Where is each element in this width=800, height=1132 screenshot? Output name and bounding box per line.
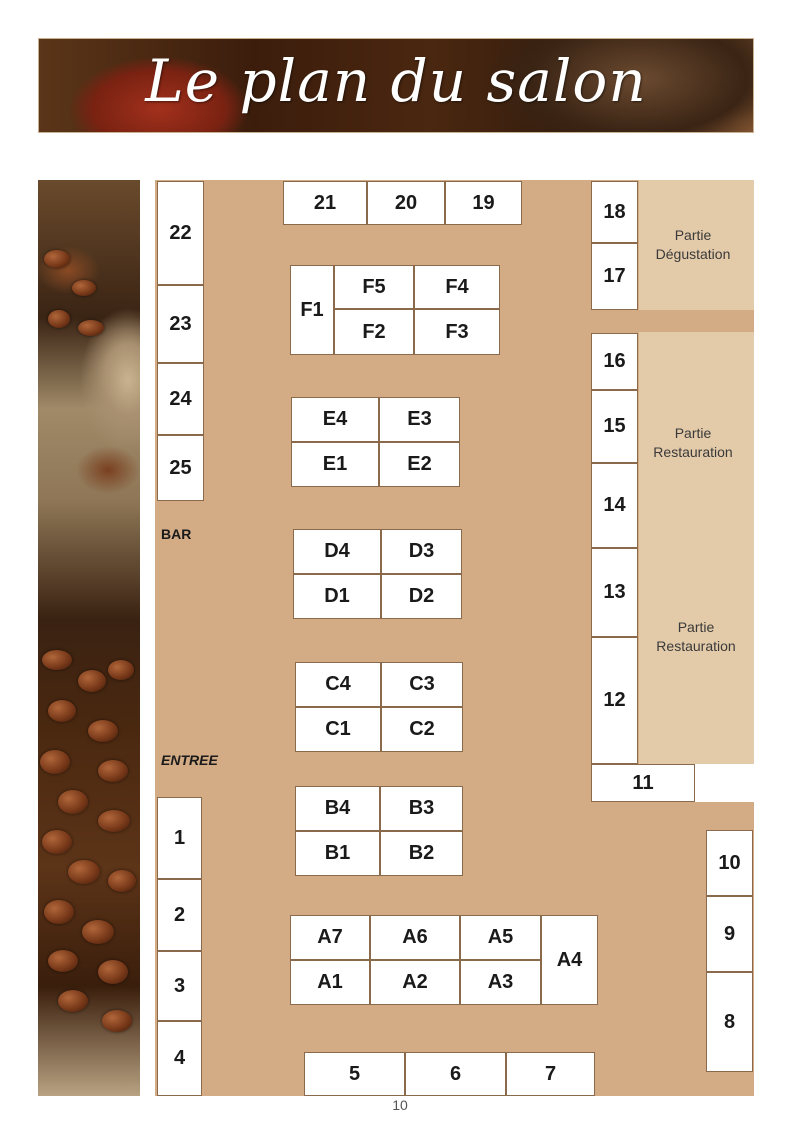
bar-label: BAR [161,526,192,542]
booth-C1[interactable]: C1 [295,707,381,752]
booth-22[interactable]: 22 [157,181,204,285]
booth-17[interactable]: 17 [591,243,638,310]
booth-D4[interactable]: D4 [293,529,381,574]
booth-B1[interactable]: B1 [295,831,380,876]
booth-19[interactable]: 19 [445,181,522,225]
booth-F3[interactable]: F3 [414,309,500,355]
booth-D3[interactable]: D3 [381,529,462,574]
booth-12[interactable]: 12 [591,637,638,764]
booth-B3[interactable]: B3 [380,786,463,831]
booth-C2[interactable]: C2 [381,707,463,752]
booth-F4[interactable]: F4 [414,265,500,309]
booth-F5[interactable]: F5 [334,265,414,309]
booth-A2[interactable]: A2 [370,960,460,1005]
booth-23[interactable]: 23 [157,285,204,363]
booth-3[interactable]: 3 [157,951,202,1021]
booth-4[interactable]: 4 [157,1021,202,1096]
booth-E1[interactable]: E1 [291,442,379,487]
booth-9[interactable]: 9 [706,896,753,972]
booth-A4[interactable]: A4 [541,915,598,1005]
booth-18[interactable]: 18 [591,181,638,243]
booth-2[interactable]: 2 [157,879,202,951]
booth-E2[interactable]: E2 [379,442,460,487]
page-number: 10 [392,1097,408,1113]
booth-A5[interactable]: A5 [460,915,541,960]
booth-8[interactable]: 8 [706,972,753,1072]
booth-10[interactable]: 10 [706,830,753,896]
booth-11[interactable]: 11 [591,764,695,802]
restauration-area [639,332,754,764]
booth-13[interactable]: 13 [591,548,638,637]
page-title: Le plan du salon [145,47,647,115]
booth-E4[interactable]: E4 [291,397,379,442]
degustation-label: Partie Dégustation [655,227,731,262]
booth-A7[interactable]: A7 [290,915,370,960]
booth-D2[interactable]: D2 [381,574,462,619]
booth-F1[interactable]: F1 [290,265,334,355]
booth-16[interactable]: 16 [591,333,638,390]
floor-area [639,310,754,332]
booth-14[interactable]: 14 [591,463,638,548]
booth-5[interactable]: 5 [304,1052,405,1096]
booth-B4[interactable]: B4 [295,786,380,831]
booth-F2[interactable]: F2 [334,309,414,355]
booth-21[interactable]: 21 [283,181,367,225]
booth-A6[interactable]: A6 [370,915,460,960]
booth-C4[interactable]: C4 [295,662,381,707]
booth-A3[interactable]: A3 [460,960,541,1005]
booth-E3[interactable]: E3 [379,397,460,442]
booth-25[interactable]: 25 [157,435,204,501]
booth-20[interactable]: 20 [367,181,445,225]
booth-1[interactable]: 1 [157,797,202,879]
booth-6[interactable]: 6 [405,1052,506,1096]
booth-7[interactable]: 7 [506,1052,595,1096]
entrance-label: ENTREE [161,752,218,768]
restauration-label: Partie Restauration [653,425,733,460]
booth-B2[interactable]: B2 [380,831,463,876]
booth-D1[interactable]: D1 [293,574,381,619]
booth-15[interactable]: 15 [591,390,638,463]
booth-A1[interactable]: A1 [290,960,370,1005]
restauration-label: Partie Restauration [656,619,736,654]
booth-24[interactable]: 24 [157,363,204,435]
booth-C3[interactable]: C3 [381,662,463,707]
